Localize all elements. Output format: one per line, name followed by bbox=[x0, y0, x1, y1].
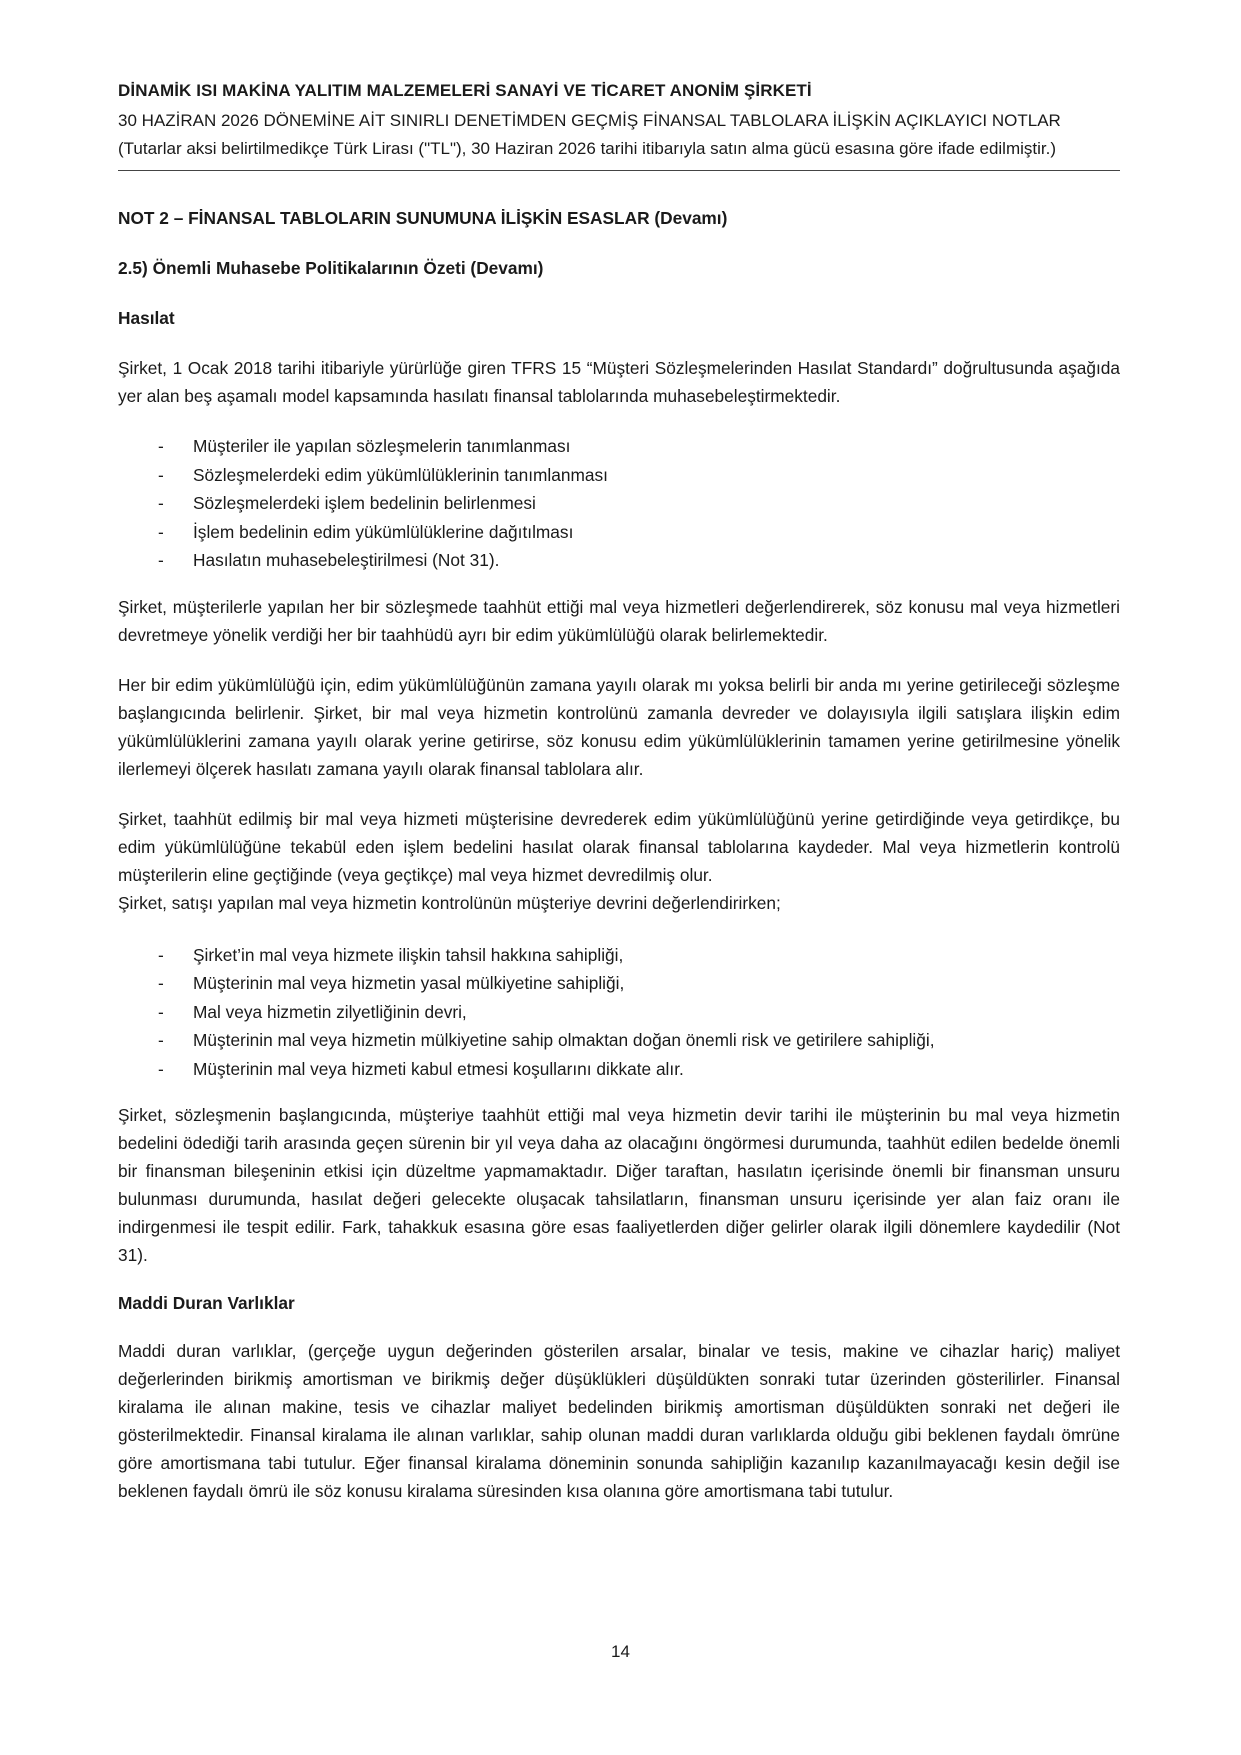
section-title: NOT 2 – FİNANSAL TABLOLARIN SUNUMUNA İLİŞKİN ESASLAR (Devamı) bbox=[118, 208, 728, 228]
dash-bullet: - bbox=[158, 436, 164, 456]
dash-bullet: - bbox=[158, 550, 164, 570]
list-item bbox=[118, 489, 1120, 518]
report-title: 30 HAZİRAN 2026 DÖNEMİNE AİT SINIRLI DENETİMDEN GEÇMİŞ FİNANSAL TABLOLARA İLİŞKİN AÇIKLAYICI NOTLAR bbox=[118, 111, 1061, 130]
dash-bullet: - bbox=[158, 973, 164, 993]
list-item-text: İşlem bedelinin edim yükümlülüklerine dağıtılması bbox=[193, 521, 574, 542]
dash-bullet: - bbox=[158, 1058, 164, 1079]
list-item-text: Müşterinin mal veya hizmetin yasal mülkiyetine sahipliği, bbox=[193, 973, 625, 993]
ppe-heading: Maddi Duran Varlıklar bbox=[118, 1293, 295, 1313]
page-header bbox=[118, 80, 1120, 160]
list-item bbox=[118, 432, 1120, 461]
dash-bullet: - bbox=[158, 1001, 164, 1022]
revenue-paragraph-3: Şirket, taahhüt edilmiş bir mal veya hizmeti müşterisine devrederek edim yükümlülüğünü yerine getirdiğinde veya getirdikçe, bu edim yükümlülüğüne tekabül eden işlem bedelini hasılat olarak finansal tablolarına kaydeder. Mal veya hizmetlerin kontrolü müşterilerin eline geçtiğinde (veya geçtikçe) mal veya hizmet devredilmiş olur. bbox=[118, 808, 1120, 885]
page-number: 14 bbox=[611, 1642, 630, 1661]
revenue-paragraph-1: Şirket, müşterilerle yapılan her bir sözleşmede taahhüt ettiği mal veya hizmetleri değerlendirerek, söz konusu mal veya hizmetleri devretmeye yönelik verdiği her bir taahhüdü ayrı bir edim yükümlülüğü olarak belirlemektedir. bbox=[118, 596, 1120, 645]
list-item bbox=[118, 998, 1120, 1027]
revenue-steps-list bbox=[118, 432, 1120, 575]
list-item bbox=[118, 461, 1120, 490]
dash-bullet: - bbox=[158, 464, 164, 485]
dash-bullet: - bbox=[158, 521, 164, 542]
list-item-text: Mal veya hizmetin zilyetliğinin devri, bbox=[193, 1001, 467, 1022]
list-item-text: Sözleşmelerdeki işlem bedelinin belirlenmesi bbox=[193, 493, 536, 513]
currency-note: (Tutarlar aksi belirtilmedikçe Türk Lirası ("TL"), 30 Haziran 2026 tarihi itibarıyla satın alma gücü esasına göre ifade edilmiştir.) bbox=[118, 139, 1057, 158]
revenue-heading: Hasılat bbox=[118, 308, 175, 328]
control-criteria-list bbox=[118, 941, 1120, 1084]
list-item-text: Müşterinin mal veya hizmetin mülkiyetine sahip olmaktan doğan önemli risk ve getirilere sahipliği, bbox=[193, 1030, 935, 1050]
revenue-paragraph-4: Şirket, satışı yapılan mal veya hizmetin kontrolünün müşteriye devrini değerlendirirken; bbox=[118, 892, 781, 913]
list-item bbox=[118, 1055, 1120, 1084]
dash-bullet: - bbox=[158, 493, 164, 513]
subsection-title: 2.5) Önemli Muhasebe Politikalarının Özeti (Devamı) bbox=[118, 258, 544, 278]
list-item-text: Müşteriler ile yapılan sözleşmelerin tanımlanması bbox=[193, 436, 571, 456]
dash-bullet: - bbox=[158, 944, 164, 965]
revenue-intro: Şirket, 1 Ocak 2018 tarihi itibariyle yürürlüğe giren TFRS 15 “Müşteri Sözleşmelerinden Hasılat Standardı” doğrultusunda aşağıda yer alan beş aşamalı model kapsamında hasılatı finansal tablolarında muhasebeleştirmektedir. bbox=[118, 358, 1120, 406]
ppe-paragraph: Maddi duran varlıklar, (gerçeğe uygun değerinden gösterilen arsalar, binalar ve tesis, makine ve cihazlar hariç) maliyet değerlerinden birikmiş amortisman ve birikmiş değer düşüklükleri düşüldükten sonraki tutar üzerinden gösterilirler. Finansal kiralama ile alınan makine, tesis ve cihazlar maliyet bedelinden birikmiş amortisman düşüldükten sonraki net değeri ile gösterilmektedir. Finansal kiralama ile alınan varlıklar, sahip olunan maddi duran varlıklarda olduğu gibi beklenen faydalı ömrüne göre amortismana tabi tutulur. Eğer finansal kiralama döneminin sonunda sahipliğin kazanılıp kazanılmayacağı kesin değil ise beklenen faydalı ömrü ile söz konusu kiralama süresinden kısa olanına göre amortismana tabi tutulur. bbox=[118, 1341, 1120, 1501]
list-item-text: Hasılatın muhasebeleştirilmesi (Not 31). bbox=[193, 550, 500, 570]
list-item bbox=[118, 941, 1120, 970]
dash-bullet: - bbox=[158, 1030, 164, 1050]
revenue-paragraph-5: Şirket, sözleşmenin başlangıcında, müşteriye taahhüt ettiği mal veya hizmetin devir tarihi ile müşterinin bu mal veya hizmetin bedelini ödediği tarih arasında geçen sürenin bir yıl veya daha az olacağını öngörmesi durumunda, taahhüt edilen bedelde önemli bir finansman bileşeninin etkisi için düzeltme yapmamaktadır. Diğer taraftan, hasılatın içerisinde önemli bir finansman unsuru bulunması durumunda, hasılat değeri gelecekte oluşacak tahsilatların, finansman unsuru içerisinde yer alan faiz oranı ile indirgenmesi ile tespit edilir. Fark, tahakkuk esasına göre esas faaliyetlerden diğer gelirler olarak ilgili dönemlere kaydedilir (Not 31). bbox=[118, 1105, 1120, 1265]
header-divider bbox=[118, 170, 1120, 171]
list-item-text: Müşterinin mal veya hizmeti kabul etmesi koşullarını dikkate alır. bbox=[193, 1058, 684, 1079]
list-item bbox=[118, 546, 1120, 575]
document-body bbox=[118, 204, 1120, 1505]
list-item-text: Sözleşmelerdeki edim yükümlülüklerinin tanımlanması bbox=[193, 464, 608, 485]
list-item bbox=[118, 969, 1120, 998]
list-item bbox=[118, 1026, 1120, 1055]
company-name: DİNAMİK ISI MAKİNA YALITIM MALZEMELERİ SANAYİ VE TİCARET ANONİM ŞİRKETİ bbox=[118, 81, 812, 100]
list-item bbox=[118, 518, 1120, 547]
list-item-text: Şirket’in mal veya hizmete ilişkin tahsil hakkına sahipliği, bbox=[193, 944, 624, 965]
revenue-paragraph-2: Her bir edim yükümlülüğü için, edim yükümlülüğünün zamana yayılı olarak mı yoksa belirli bir anda mı yerine getirileceği sözleşme başlangıcında belirlenir. Şirket, bir mal veya hizmetin kontrolünü zamanla devreder ve dolayısıyla ilgili satışlara ilişkin edim yükümlülüklerini zamana yayılı olarak yerine getirirse, söz konusu edim yükümlülüklerinin tamamen yerine getirilmesine yönelik ilerlemeyi ölçerek hasılatı zamana yayılı olarak finansal tablolara alır. bbox=[118, 674, 1120, 779]
